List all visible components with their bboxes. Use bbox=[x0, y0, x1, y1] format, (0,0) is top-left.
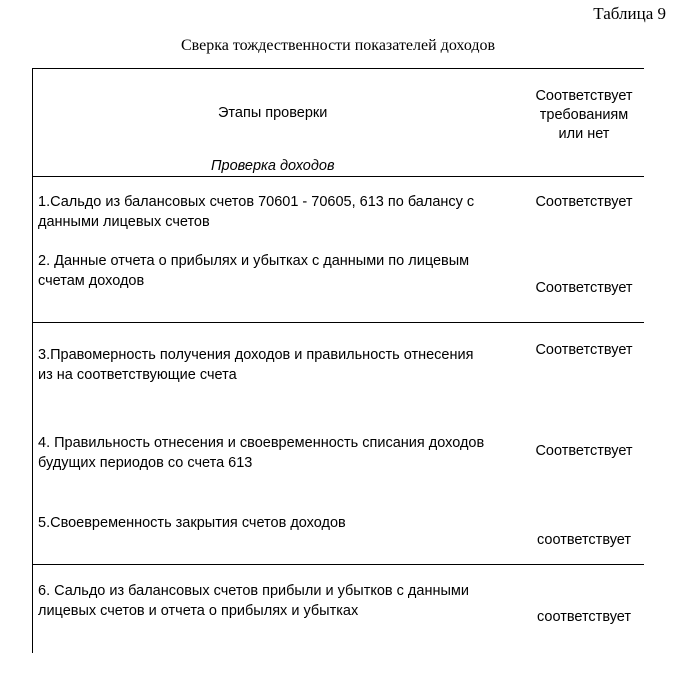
table-top-border bbox=[32, 68, 644, 69]
table-number: Таблица 9 bbox=[593, 4, 666, 23]
table-row-4-status: Соответствует bbox=[535, 443, 633, 459]
table-row-2-line1: 2. Данные отчета о прибылях и убытках с данными по лицевым bbox=[38, 253, 470, 269]
document-title: Сверка тождественности показателей доходов bbox=[180, 37, 496, 54]
table-row-3-line1: 3.Правомерность получения доходов и правильность отнесения bbox=[38, 347, 474, 363]
table-row-1-status: Соответствует bbox=[535, 194, 633, 210]
header-divider bbox=[32, 176, 644, 177]
table-row-1-line2: данными лицевых счетов bbox=[38, 214, 210, 230]
header-compliance-line3: или нет bbox=[558, 126, 610, 142]
table-row-6-line2: лицевых счетов и отчета о прибылях и убытках bbox=[38, 603, 359, 619]
table-left-border bbox=[32, 68, 33, 653]
table-row-3-line2: из на соответствующие счета bbox=[38, 367, 237, 383]
row-divider bbox=[32, 322, 644, 323]
table-row-3-status: Соответствует bbox=[535, 342, 633, 358]
section-income-check: Проверка доходов bbox=[211, 158, 335, 174]
header-stages-label: Этапы проверки bbox=[218, 105, 328, 121]
table-row-2-status: Соответствует bbox=[535, 280, 633, 296]
row-divider bbox=[32, 564, 644, 565]
table-row-5-line1: 5.Своевременность закрытия счетов доходов bbox=[38, 515, 346, 531]
table-row-4-line1: 4. Правильность отнесения и своевременность списания доходов bbox=[38, 435, 485, 451]
table-row-6-status: соответствует bbox=[536, 609, 632, 625]
table-row-5-status: соответствует bbox=[536, 532, 632, 548]
table-row-4-line2: будущих периодов со счета 613 bbox=[38, 455, 253, 471]
header-compliance-line2: требованиям bbox=[539, 107, 629, 123]
table-row-6-line1: 6. Сальдо из балансовых счетов прибыли и убытков с данными bbox=[38, 583, 469, 599]
table-row-2-line2: счетам доходов bbox=[38, 273, 145, 289]
table-row-1-line1: 1.Сальдо из балансовых счетов 70601 - 70605, 613 по балансу с bbox=[38, 194, 475, 210]
header-compliance-line1: Соответствует bbox=[535, 88, 633, 104]
